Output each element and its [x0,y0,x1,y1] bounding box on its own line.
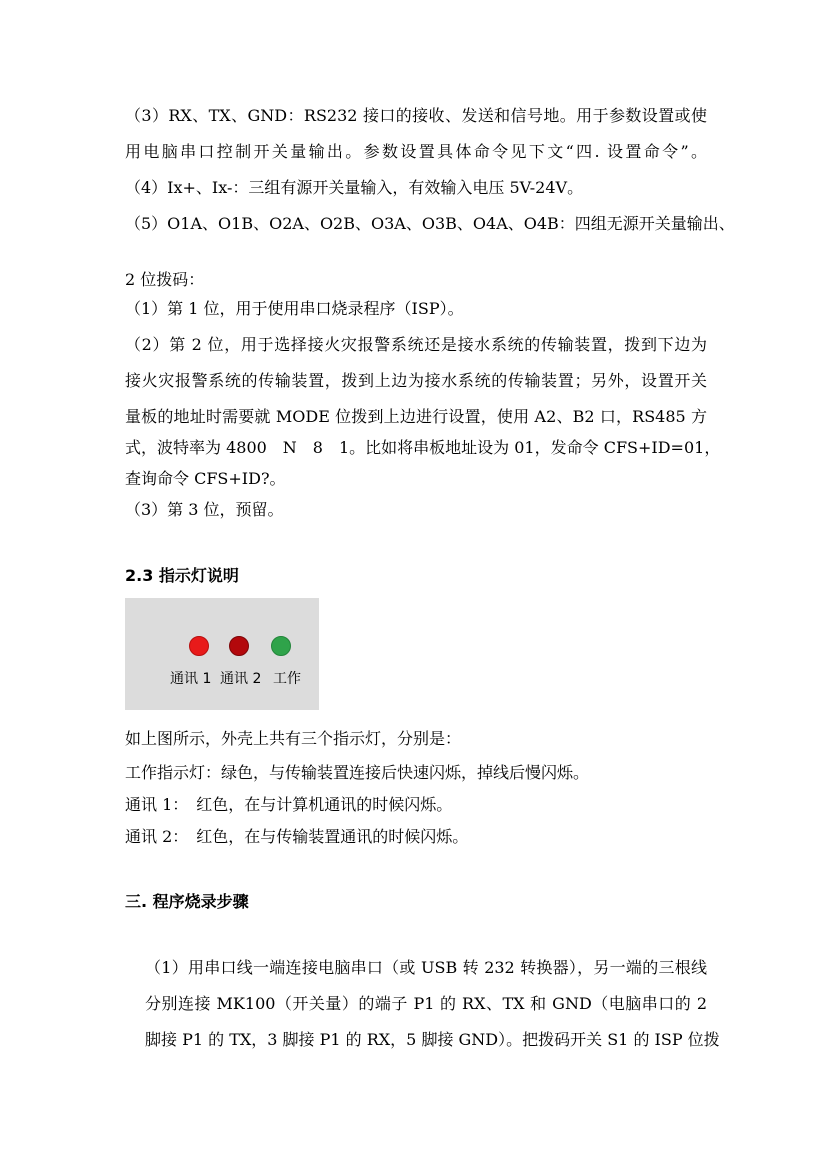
comm1-led-label: 通讯 1 [170,671,212,687]
work-led-label: 工作 [273,671,301,687]
section-heading: 三. 程序烧录步骤 [125,892,249,911]
paragraph-line: 通讯 2： 红色，在与传输装置通讯的时候闪烁。 [125,827,469,846]
paragraph-line: 式，波特率为 4800 N 8 1。比如将串板地址设为 01，发命令 CFS+ID=01， [125,438,721,457]
paragraph-line: （3）第 3 位，预留。 [125,500,284,519]
paragraph-line: 脚接 P1 的 TX，3 脚接 P1 的 RX，5 脚接 GND）。把拨码开关 S1 的 ISP 位拨 [145,1030,720,1049]
paragraph-line: 用电脑串口控制开关量输出。参数设置具体命令见下文“四. 设置命令”。 [125,142,707,161]
paragraph-line: （2）第 2 位，用于选择接火灾报警系统还是接水系统的传输装置，拨到下边为 [125,335,707,354]
paragraph-line: 工作指示灯：绿色，与传输装置连接后快速闪烁，掉线后慢闪烁。 [125,763,590,782]
dip-switch-title: 2 位拨码： [125,270,205,289]
comm2-led-icon [229,636,249,656]
paragraph-line: 如上图所示，外壳上共有三个指示灯，分别是： [125,729,462,748]
paragraph-line: （3）RX、TX、GND：RS232 接口的接收、发送和信号地。用于参数设置或使 [125,106,707,125]
comm2-led-label: 通讯 2 [220,671,262,687]
section-heading: 2.3 指示灯说明 [125,566,239,585]
paragraph-line: 量板的地址时需要就 MODE 位拨到上边进行设置，使用 A2、B2 口，RS485 方 [125,407,707,426]
paragraph-line: （5）O1A、O1B、O2A、O2B、O3A、O3B、O4A、O4B：四组无源开关量输出、 [125,214,735,233]
paragraph-line: （1）第 1 位，用于使用串口烧录程序（ISP）。 [125,299,464,318]
paragraph-line: （4）Ix+、Ix-：三组有源开关量输入，有效输入电压 5V-24V。 [125,178,584,197]
paragraph-line: 查询命令 CFS+ID?。 [125,469,286,488]
paragraph-line: 分别连接 MK100（开关量）的端子 P1 的 RX、TX 和 GND（电脑串口的 2 [145,994,707,1013]
comm1-led-icon [189,636,209,656]
paragraph-line: 接火灾报警系统的传输装置，拨到上边为接水系统的传输装置；另外，设置开关 [125,371,707,390]
paragraph-line: （1）用串口线一端连接电脑串口（或 USB 转 232 转换器），另一端的三根线 [145,958,707,977]
paragraph-line: 通讯 1： 红色，在与计算机通讯的时候闪烁。 [125,795,453,814]
work-led-icon [271,636,291,656]
indicator-panel [125,598,319,710]
